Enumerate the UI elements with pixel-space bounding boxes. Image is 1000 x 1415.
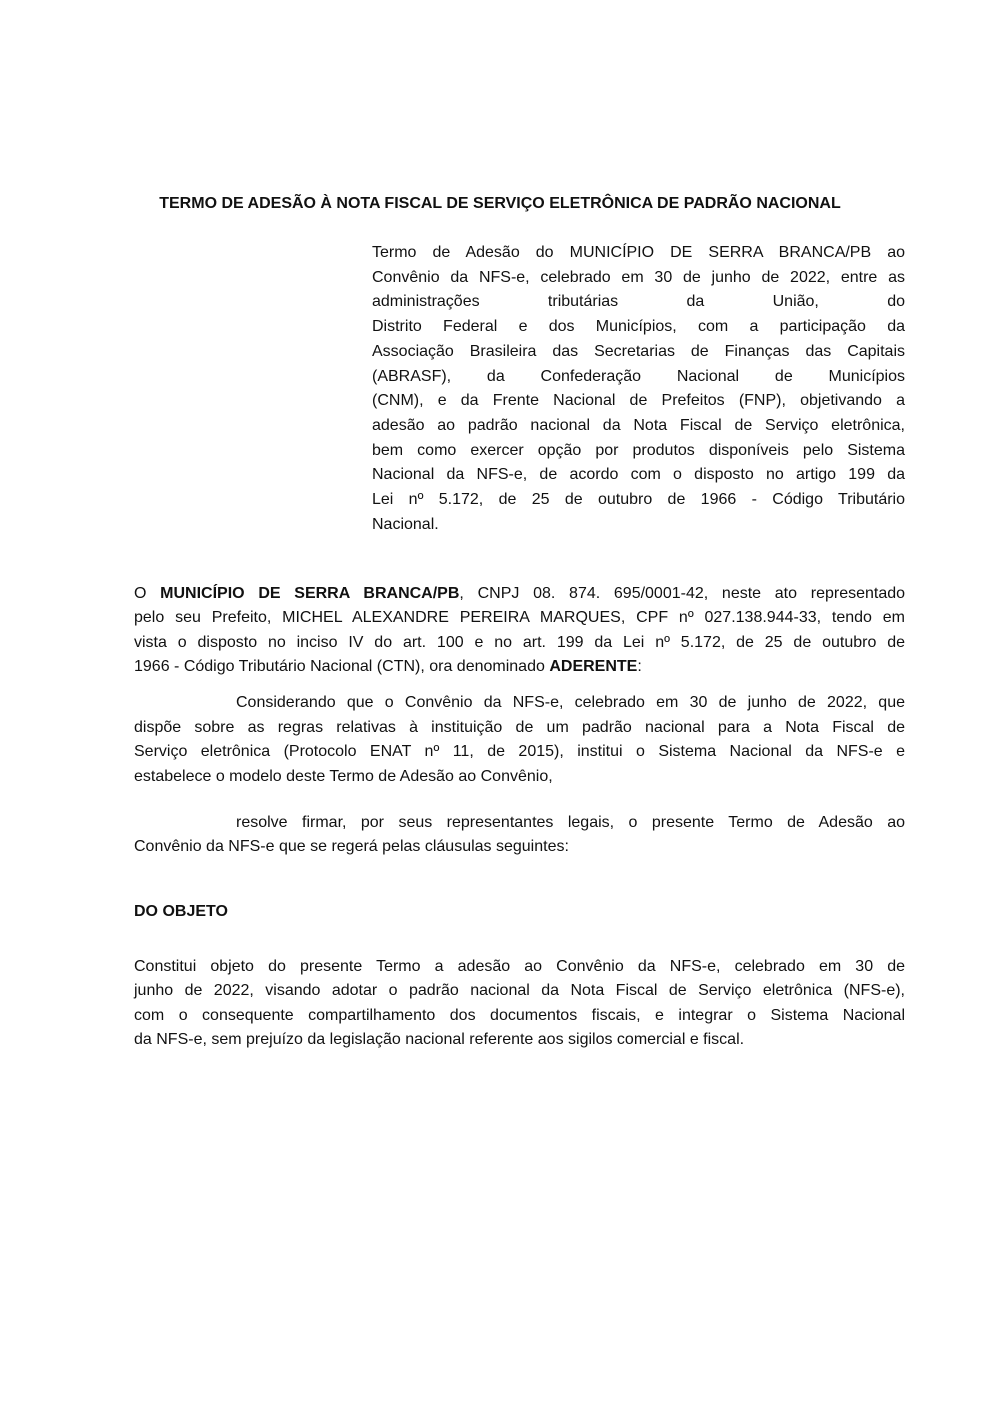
paragraph-line: bem como exercer opção por produtos disponíveis pelo Sistema	[372, 442, 905, 459]
paragraph-line: da NFS-e, sem prejuízo da legislação nacional referente aos sigilos comercial e fiscal.	[134, 1031, 745, 1048]
paragraph-line: Convênio da NFS-e, celebrado em 30 de junho de 2022, entre as	[372, 269, 905, 286]
paragraph-line: adesão ao padrão nacional da Nota Fiscal de Serviço eletrônica,	[372, 417, 905, 434]
paragraph-line: (ABRASF), da Confederação Nacional de Municípios	[372, 368, 905, 385]
paragraph-line: Distrito Federal e dos Municípios, com a participação da	[372, 318, 905, 335]
paragraph-line	[134, 584, 905, 604]
paragraph-line: Nacional.	[372, 516, 439, 533]
text: , CNPJ 08. 874. 695/0001-42, neste ato representado	[459, 585, 906, 602]
section-heading: DO OBJETO	[134, 903, 228, 920]
paragraph-line: Convênio da NFS-e que se regerá pelas cláusulas seguintes:	[134, 838, 569, 855]
municipality-name: MUNICÍPIO DE SERRA BRANCA/PB	[160, 585, 460, 602]
paragraph-line: Termo de Adesão do MUNICÍPIO DE SERRA BRANCA/PB ao	[372, 244, 905, 261]
text: O	[134, 585, 161, 602]
paragraph-line: com o consequente compartilhamento dos documentos fiscais, e integrar o Sistema Nacional	[134, 1007, 905, 1024]
paragraph-line: Constitui objeto do presente Termo a adesão ao Convênio da NFS-e, celebrado em 30 de	[134, 958, 905, 975]
paragraph-line: Nacional da NFS-e, de acordo com o disposto no artigo 199 da	[372, 466, 905, 483]
document-title: TERMO DE ADESÃO À NOTA FISCAL DE SERVIÇO ELETRÔNICA DE PADRÃO NACIONAL	[159, 195, 841, 212]
paragraph-line: Serviço eletrônica (Protocolo ENAT nº 11, de 2015), institui o Sistema Nacional da NFS-e e	[134, 743, 905, 760]
paragraph-line: junho de 2022, visando adotar o padrão nacional da Nota Fiscal de Serviço eletrônica (NFS-e),	[134, 982, 905, 999]
paragraph-line: resolve firmar, por seus representantes legais, o presente Termo de Adesão ao	[236, 814, 905, 831]
paragraph-line: dispõe sobre as regras relativas à instituição de um padrão nacional para a Nota Fiscal de	[134, 719, 905, 736]
aderente-label: ADERENTE	[549, 658, 638, 675]
paragraph-line: Considerando que o Convênio da NFS-e, celebrado em 30 de junho de 2022, que	[236, 694, 905, 711]
paragraph-line: administrações tributárias da União, do	[372, 293, 905, 310]
paragraph-line: Lei nº 5.172, de 25 de outubro de 1966 - Código Tributário	[372, 491, 905, 508]
paragraph-line: (CNM), e da Frente Nacional de Prefeitos (FNP), objetivando a	[372, 392, 905, 409]
text: :	[637, 658, 642, 675]
text: 1966 - Código Tributário Nacional (CTN), ora denominado	[134, 658, 550, 675]
paragraph-line: pelo seu Prefeito, MICHEL ALEXANDRE PEREIRA MARQUES, CPF nº 027.138.944-33, tendo em	[134, 609, 905, 626]
paragraph-line: Associação Brasileira das Secretarias de Finanças das Capitais	[372, 343, 905, 360]
paragraph-line: estabelece o modelo deste Termo de Adesão ao Convênio,	[134, 768, 553, 785]
paragraph-line: vista o disposto no inciso IV do art. 100 e no art. 199 da Lei nº 5.172, de 25 de outubro de	[134, 634, 905, 651]
paragraph-line	[134, 657, 905, 677]
